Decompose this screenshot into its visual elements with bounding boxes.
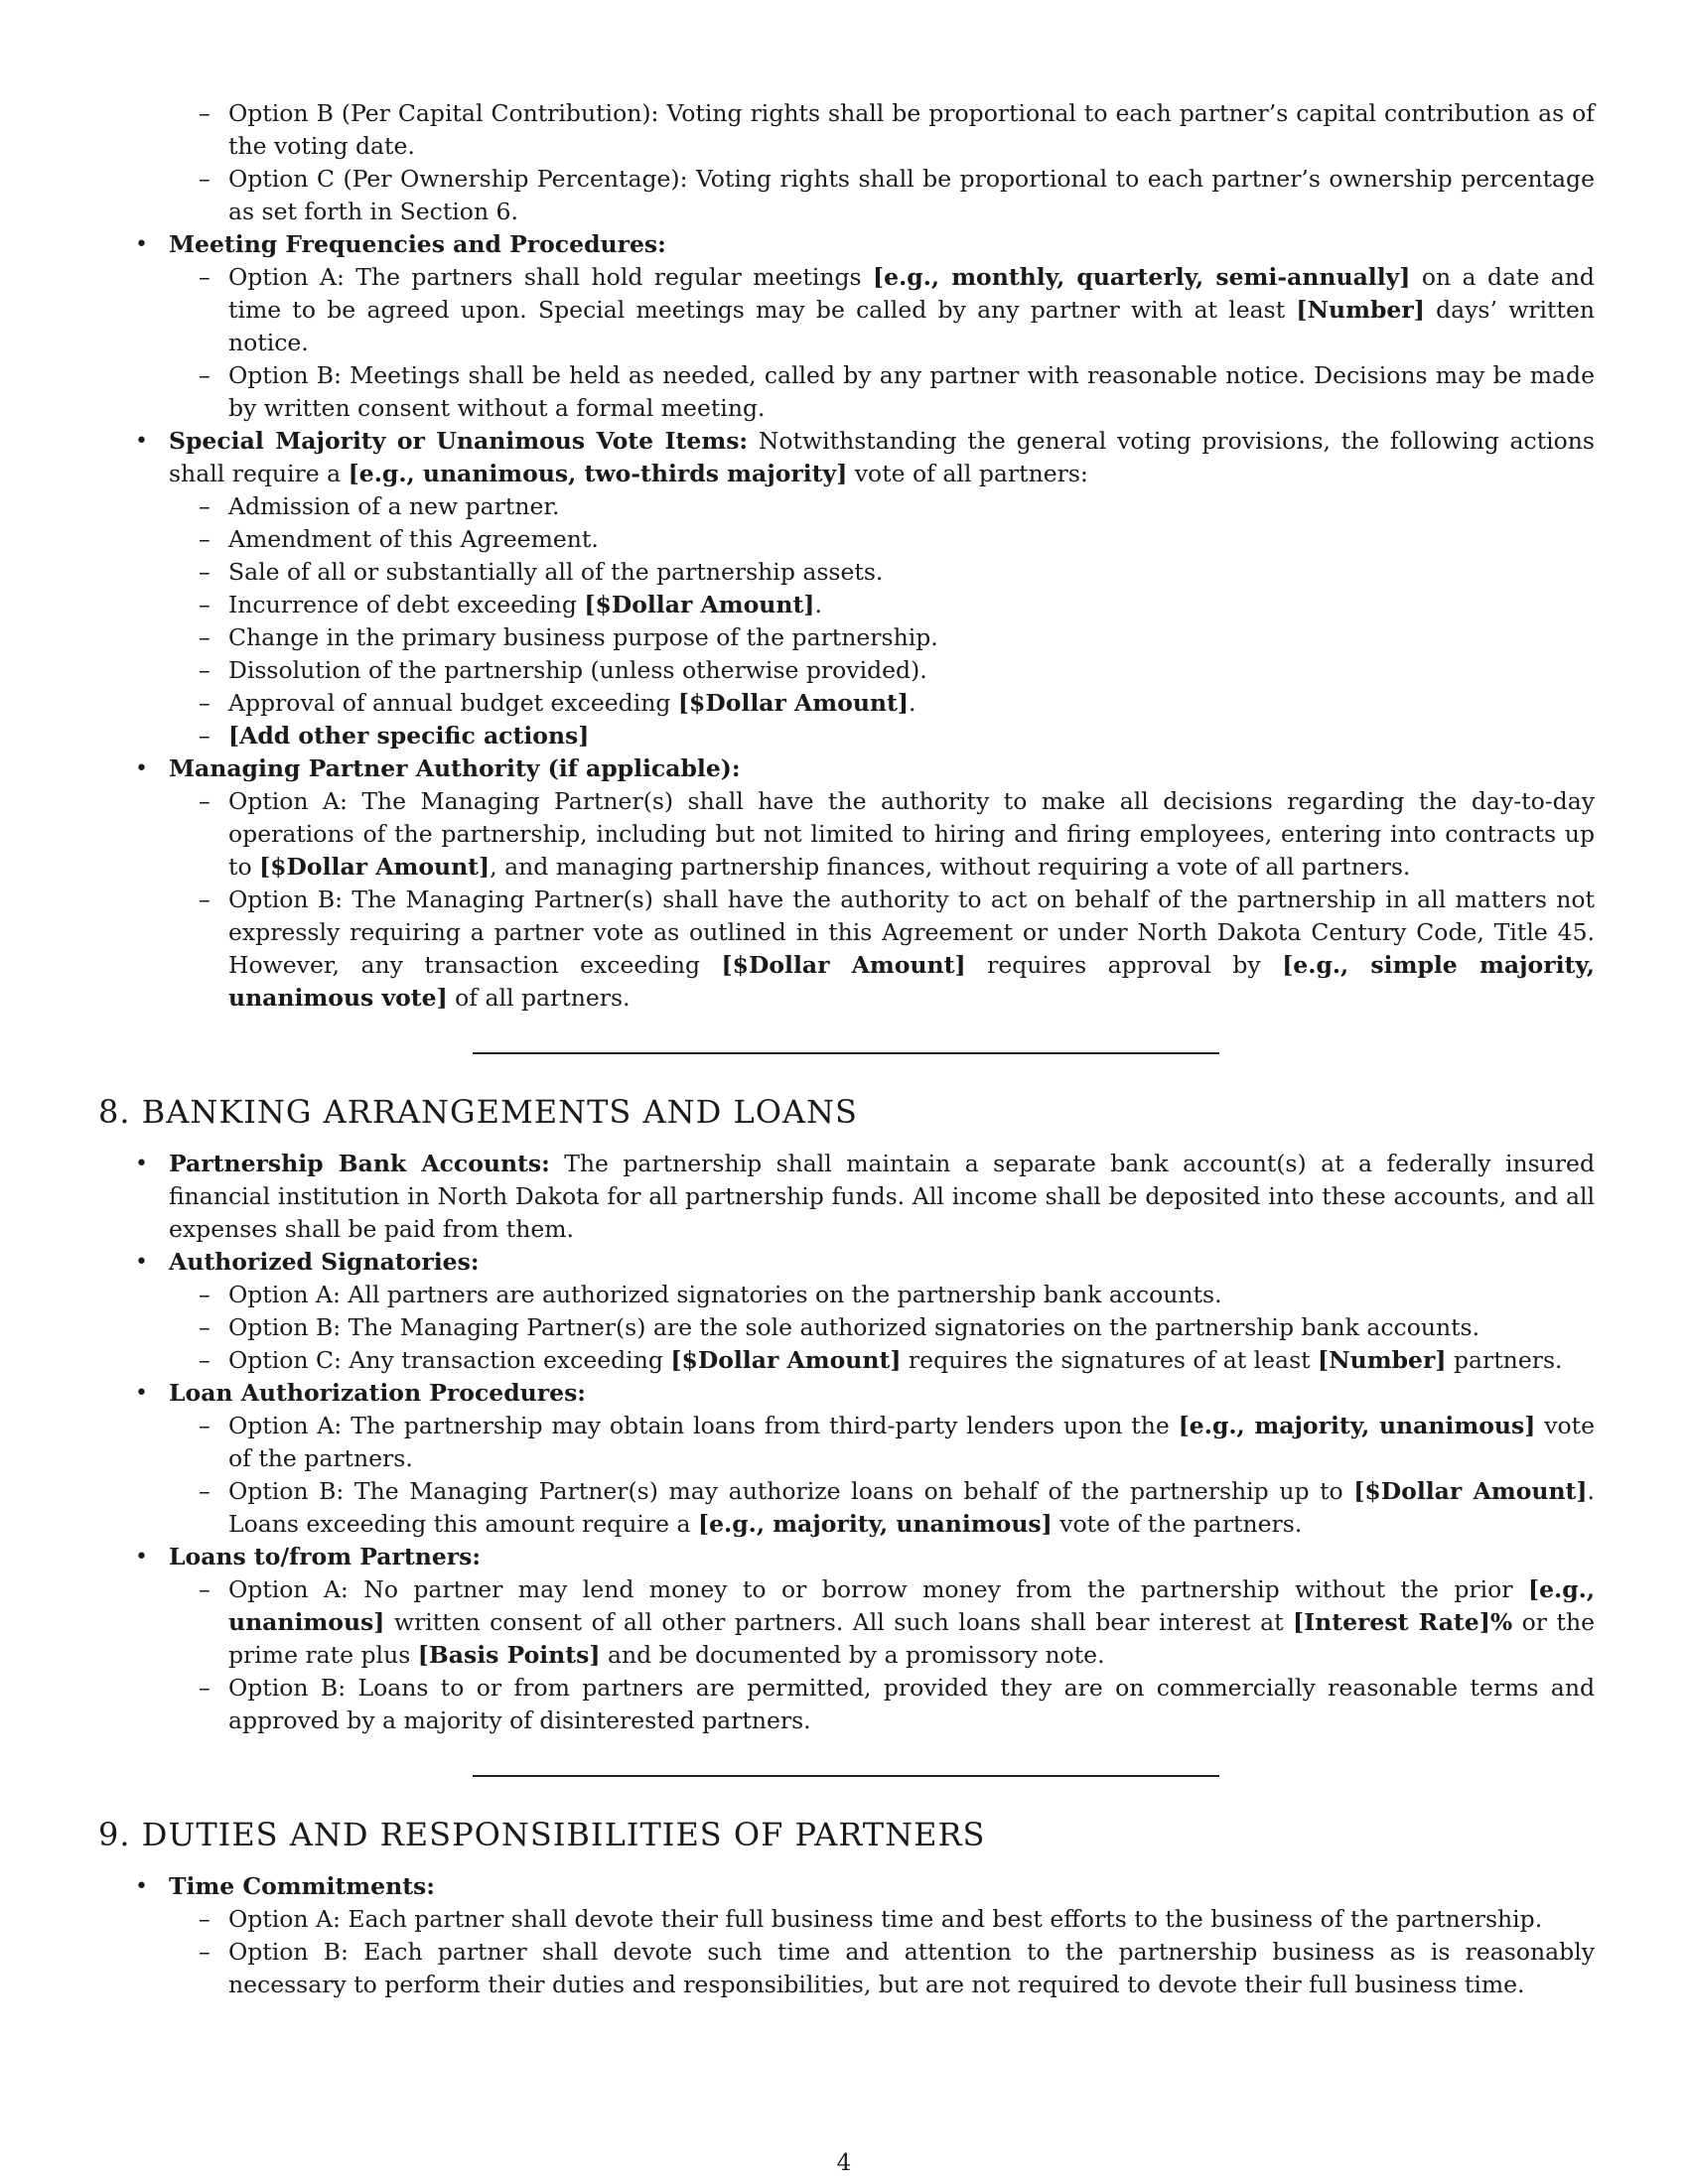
meetings-options bbox=[169, 261, 1595, 425]
section-divider bbox=[473, 1775, 1219, 1777]
time-commitments-heading: Time Commitments: bbox=[169, 1872, 435, 1900]
managing-option-a bbox=[169, 785, 1595, 884]
action-item: – Incurrence of debt exceeding [$Dollar Amount]. bbox=[169, 589, 1595, 621]
placeholder-dollar: [$Dollar Amount] bbox=[259, 853, 491, 881]
text-span: and be documented by a promissory note. bbox=[600, 1641, 1105, 1669]
managing-partner-heading: Managing Partner Authority (if applicable): bbox=[169, 754, 741, 782]
text-span: . Loans exceeding this amount require a bbox=[228, 1477, 1595, 1538]
text-span: requires approval by bbox=[965, 951, 1283, 979]
text-span: Option A: The Managing Partner(s) shall have the authority to make all decisions regarding the day-to-day operations of the partnership, including but not limited to hiring and firing employees, entering into contracts up to bbox=[228, 787, 1595, 881]
placeholder-vote-type: [e.g., majority, unanimous] bbox=[1178, 1412, 1536, 1439]
placeholder-frequency: [e.g., monthly, quarterly, semi-annually] bbox=[873, 263, 1411, 291]
text-span: Sale of all or substantially all of the partnership assets. bbox=[228, 558, 884, 586]
text-span: Option B: The Managing Partner(s) may authorize loans on behalf of the partnership up to bbox=[228, 1477, 1354, 1505]
document-body bbox=[99, 97, 1595, 2001]
partner-loans-heading: Loans to/from Partners: bbox=[169, 1543, 482, 1570]
text-span: Option C: Any transaction exceeding bbox=[228, 1346, 671, 1374]
text-span: The partnership shall maintain a separate bank account(s) at a federally insured financial institution in North Dakota for all partnership funds. All income shall be deposited into these accounts, and all expenses shall be paid from them. bbox=[169, 1150, 1595, 1243]
text-span: Option B: The Managing Partner(s) are the sole authorized signatories on the partnership bank accounts. bbox=[228, 1313, 1480, 1341]
placeholder-vote-type: [e.g., unanimous, two-thirds majority] bbox=[348, 460, 848, 487]
placeholder-number: [Number] bbox=[1296, 296, 1425, 324]
text-span: Option B: Each partner shall devote such time and attention to the partnership business as is reasonably necessary to perform their duties and responsibilities, but are not required to devote their full business time. bbox=[228, 1938, 1595, 1998]
signatories-option-a bbox=[169, 1279, 1595, 1311]
placeholder-dollar: [$Dollar Amount] bbox=[677, 689, 909, 717]
text-span: Option B: Meetings shall be held as needed, called by any partner with reasonable notice. Decisions may be made by written consent without a formal meeting. bbox=[228, 361, 1595, 422]
action-item bbox=[169, 654, 1595, 687]
text-span: Option A: The partners shall hold regular meetings bbox=[228, 263, 874, 291]
text-span: days’ written notice. bbox=[228, 296, 1595, 356]
action-item bbox=[169, 490, 1595, 523]
placeholder-interest-rate: [Interest Rate]% bbox=[1293, 1608, 1513, 1636]
loan-authorization-heading: Loan Authorization Procedures: bbox=[169, 1379, 586, 1407]
text-span: Option A: The partnership may obtain loans from third-party lenders upon the bbox=[228, 1412, 1179, 1439]
meetings-option-b bbox=[169, 359, 1595, 425]
placeholder-dollar: [$Dollar Amount] bbox=[584, 591, 815, 618]
partner-loans-options bbox=[169, 1573, 1595, 1737]
text-span: Amendment of this Agreement. bbox=[228, 525, 599, 553]
voting-option-c-text: Option C (Per Ownership Percentage): Voting rights shall be proportional to each partner’s ownership percentage as set forth in Section 6. bbox=[228, 165, 1595, 225]
time-option-a bbox=[169, 1903, 1595, 1936]
special-vote-actions bbox=[169, 490, 1595, 752]
time-option-b bbox=[169, 1936, 1595, 2001]
text-span: Option B: The Managing Partner(s) shall have the authority to act on behalf of the partnership in all matters not expressly requiring a partner vote as outlined in this Agreement or under North Dakota Century Code, Title 45. However, any transaction exceeding bbox=[228, 886, 1595, 979]
text-span: requires the signatures of at least bbox=[901, 1346, 1319, 1374]
placeholder-other-actions: [Add other specific actions] bbox=[228, 722, 590, 750]
text-span: or the prime rate plus bbox=[228, 1608, 1596, 1669]
voting-option-b-text: Option B (Per Capital Contribution): Voting rights shall be proportional to each partner’s capital contribution as of the voting date. bbox=[228, 99, 1595, 160]
section-8-title: 8. BANKING ARRANGEMENTS AND LOANS bbox=[98, 1093, 858, 1131]
placeholder-vote-type: [e.g., majority, unanimous] bbox=[697, 1510, 1053, 1538]
special-vote-heading: Special Majority or Unanimous Vote Items: bbox=[169, 427, 749, 455]
page-number: 4 bbox=[836, 2150, 852, 2176]
partner-loans-option-b bbox=[169, 1672, 1595, 1737]
managing-partner-item bbox=[99, 752, 1595, 1015]
loan-authorization-item bbox=[99, 1377, 1595, 1541]
meetings-option-a bbox=[169, 261, 1595, 359]
time-commitments-options bbox=[169, 1903, 1595, 2001]
text-span: Admission of a new partner. bbox=[228, 492, 560, 520]
voting-continuation bbox=[99, 97, 1595, 1015]
action-item bbox=[169, 556, 1595, 589]
text-span: Incurrence of debt exceeding bbox=[228, 591, 585, 618]
text-span: Notwithstanding the general voting provisions, the following actions shall require a bbox=[169, 427, 1595, 487]
action-item bbox=[169, 621, 1595, 654]
text-span: vote of the partners. bbox=[1052, 1510, 1303, 1538]
section-8-list bbox=[99, 1148, 1595, 1737]
managing-option-b bbox=[169, 884, 1595, 1015]
placeholder-consent: [e.g., unanimous] bbox=[228, 1575, 1595, 1636]
action-item bbox=[169, 720, 1595, 752]
text-span: Option A: Each partner shall devote their full business time and best efforts to the business of the partnership. bbox=[228, 1905, 1543, 1933]
text-span: partners. bbox=[1446, 1346, 1563, 1374]
signatories-heading: Authorized Signatories: bbox=[169, 1248, 480, 1276]
voting-option-b bbox=[169, 97, 1595, 163]
text-span: Dissolution of the partnership (unless otherwise provided). bbox=[228, 656, 927, 684]
text-span: vote of all partners: bbox=[847, 460, 1088, 487]
text-span: Option A: All partners are authorized signatories on the partnership bank accounts. bbox=[228, 1281, 1222, 1308]
loan-authorization-options bbox=[169, 1410, 1595, 1541]
loan-option-b bbox=[169, 1475, 1595, 1541]
voting-options-list bbox=[169, 97, 1595, 228]
action-item: – Approval of annual budget exceeding [$Dollar Amount]. bbox=[169, 687, 1595, 720]
text-span: on a date and time to be agreed upon. Special meetings may be called by any partner with at least bbox=[228, 263, 1595, 324]
placeholder-dollar: [$Dollar Amount] bbox=[721, 951, 966, 979]
managing-partner-options bbox=[169, 785, 1595, 1015]
bank-accounts-heading: Partnership Bank Accounts: bbox=[169, 1150, 550, 1177]
voting-options-wrapper bbox=[99, 97, 1595, 228]
loan-option-a bbox=[169, 1410, 1595, 1475]
placeholder-number: [Number] bbox=[1318, 1346, 1447, 1374]
voting-option-c bbox=[169, 163, 1595, 228]
signatories-option-b bbox=[169, 1311, 1595, 1344]
section-9-list bbox=[99, 1870, 1595, 2001]
text-span: Change in the primary business purpose of the partnership. bbox=[228, 623, 938, 651]
signatories-options bbox=[169, 1279, 1595, 1377]
special-vote-item bbox=[99, 425, 1595, 752]
placeholder-basis-points: [Basis Points] bbox=[417, 1641, 601, 1669]
text-span: vote of the partners. bbox=[228, 1412, 1595, 1472]
bank-accounts-item bbox=[99, 1148, 1595, 1246]
text-span: Approval of annual budget exceeding bbox=[228, 689, 678, 717]
text-span: of all partners. bbox=[447, 984, 631, 1012]
placeholder-vote-type: [e.g., simple majority, unanimous vote] bbox=[228, 951, 1595, 1012]
signatories-item bbox=[99, 1246, 1595, 1377]
placeholder-dollar: [$Dollar Amount] bbox=[670, 1346, 902, 1374]
time-commitments-item bbox=[99, 1870, 1595, 2001]
meetings-item bbox=[99, 228, 1595, 425]
text-span: Option B: Loans to or from partners are permitted, provided they are on commercially reasonable terms and approved by a majority of disinterested partners. bbox=[228, 1674, 1595, 1734]
action-item bbox=[169, 523, 1595, 556]
text-span: written consent of all other partners. All such loans shall bear interest at bbox=[384, 1608, 1294, 1636]
meetings-heading: Meeting Frequencies and Procedures: bbox=[169, 230, 666, 258]
partner-loans-item bbox=[99, 1541, 1595, 1737]
text-span: Option A: No partner may lend money to or borrow money from the partnership without the prior bbox=[228, 1575, 1528, 1603]
section-9-title: 9. DUTIES AND RESPONSIBILITIES OF PARTNERS bbox=[98, 1816, 986, 1853]
signatories-option-c bbox=[169, 1344, 1595, 1377]
placeholder-dollar: [$Dollar Amount] bbox=[1353, 1477, 1588, 1505]
section-divider bbox=[473, 1052, 1219, 1054]
partner-loans-option-a bbox=[169, 1573, 1595, 1672]
text-span: , and managing partnership finances, without requiring a vote of all partners. bbox=[490, 853, 1411, 881]
